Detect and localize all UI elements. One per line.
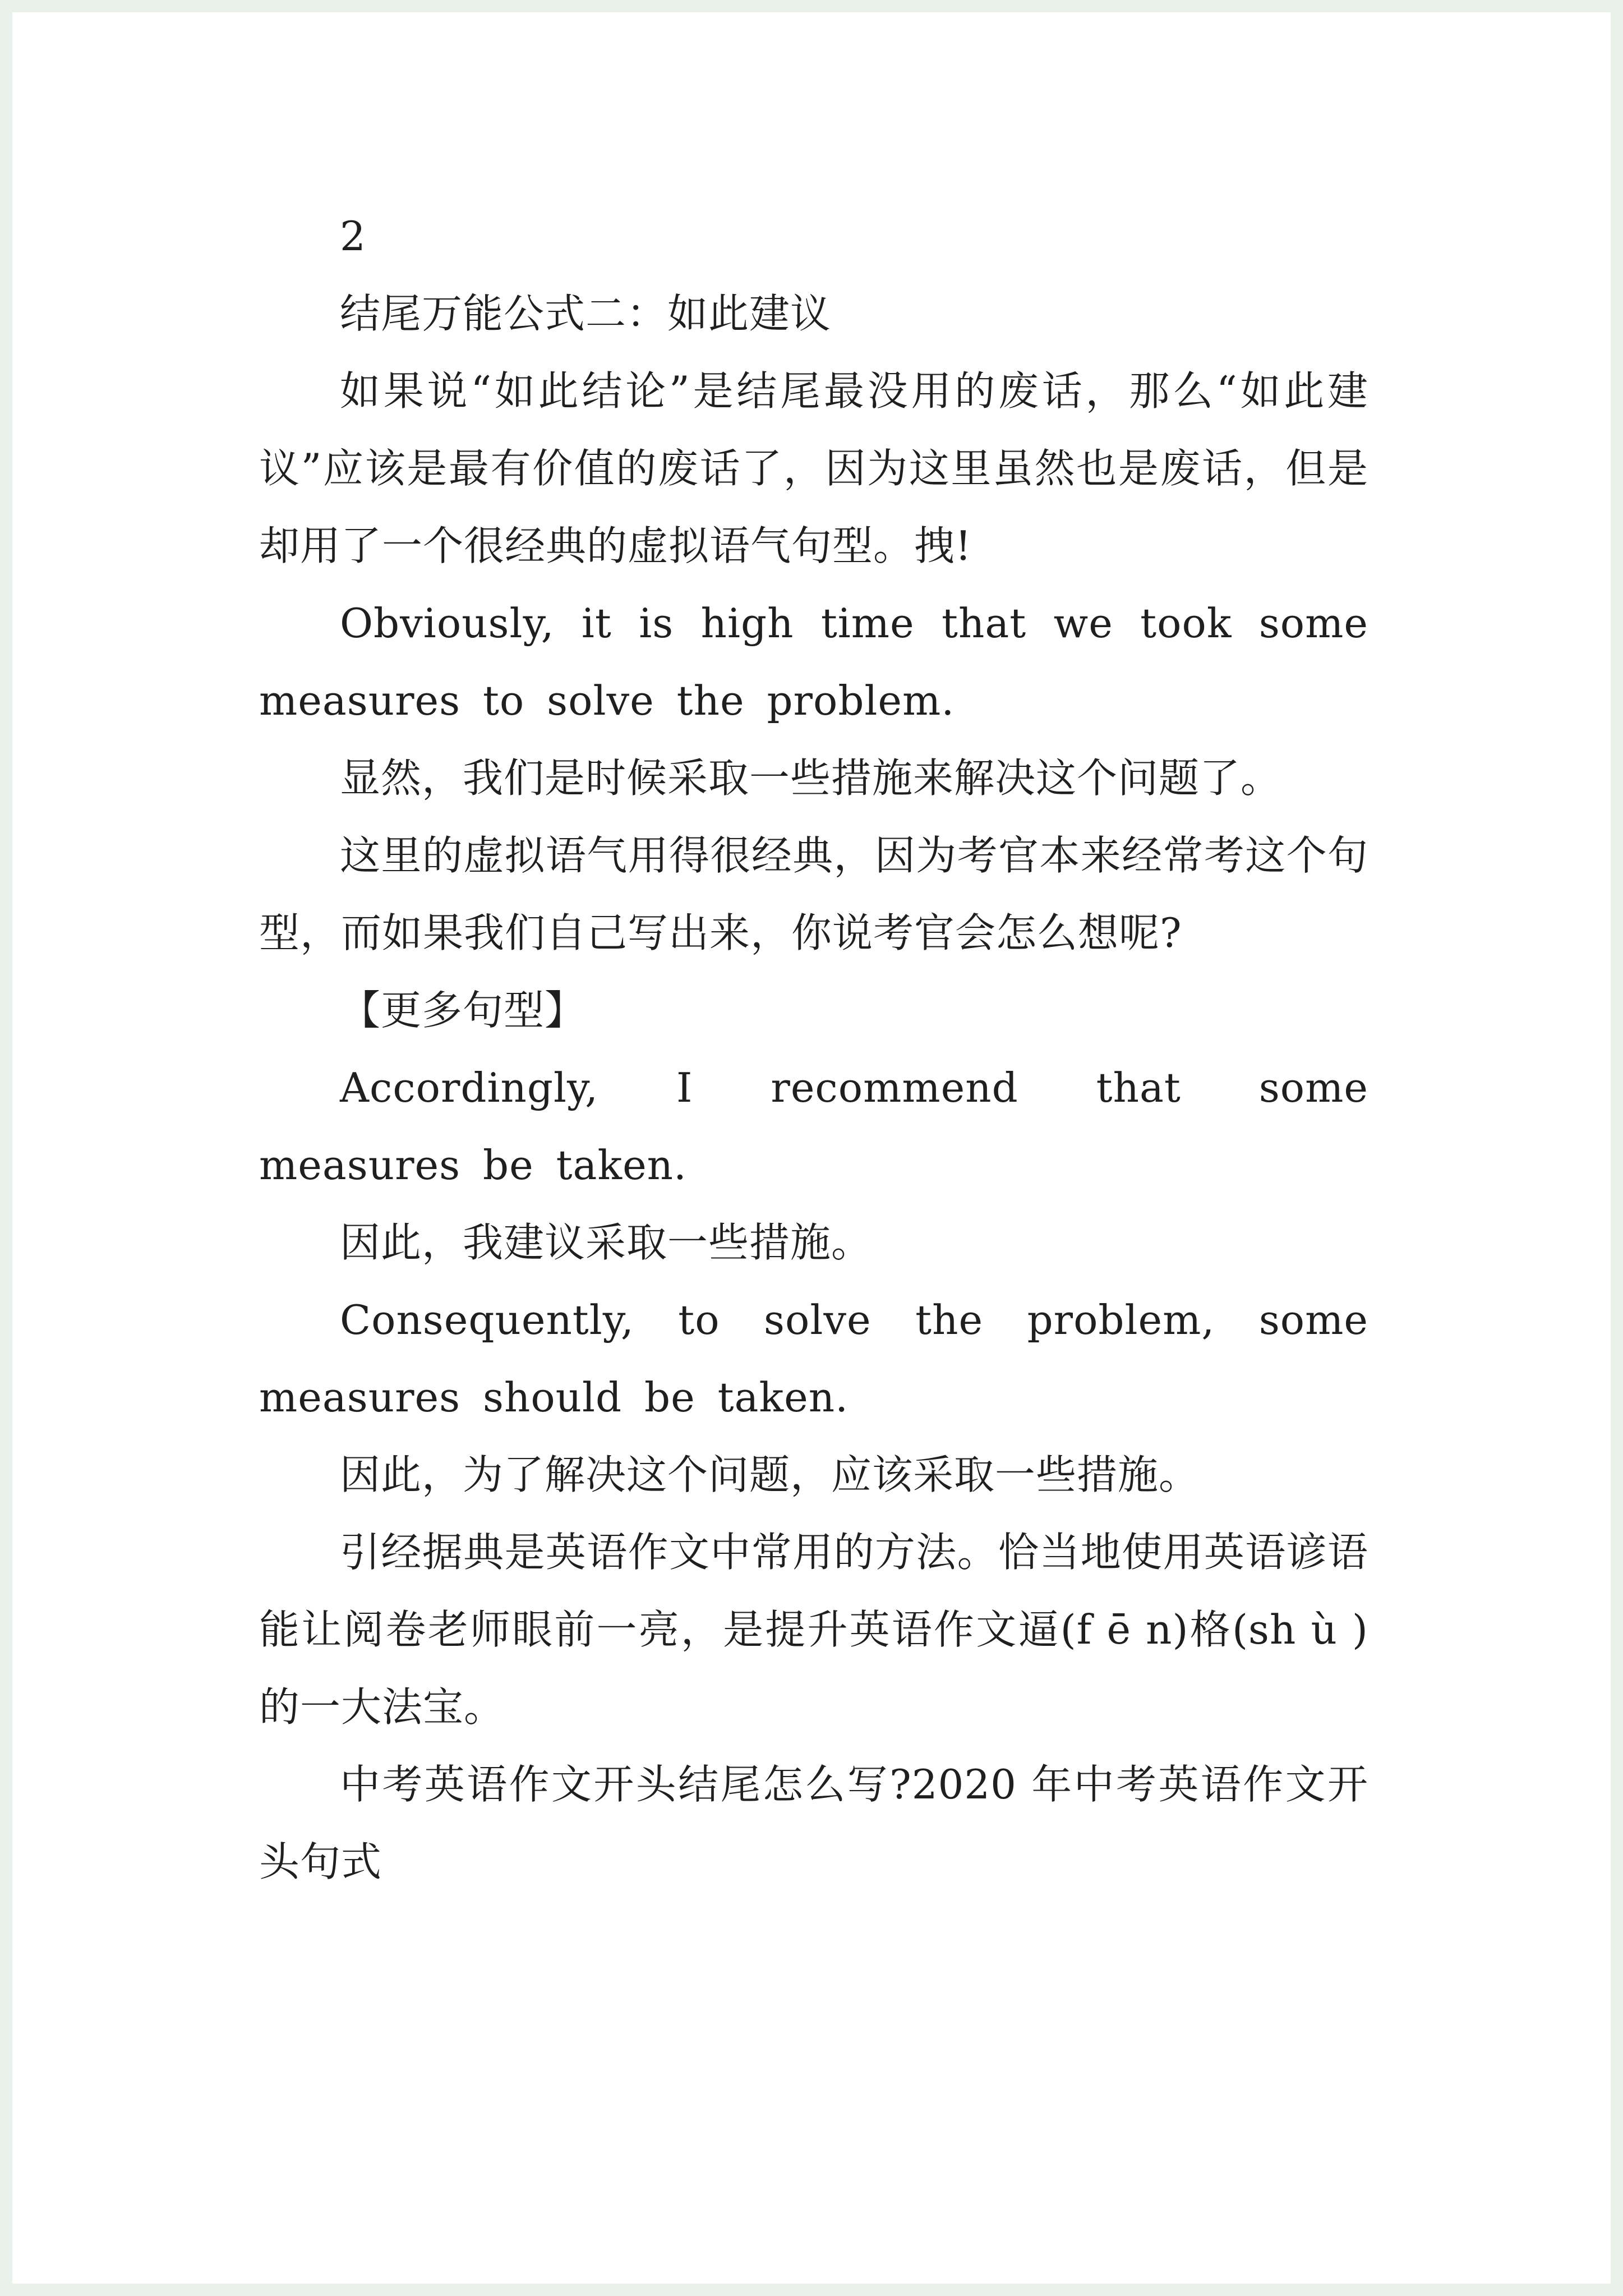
paragraph: 引经据典是英语作文中常用的方法。恰当地使用英语谚语能让阅卷老师眼前一亮，是提升英语作文逼(f ē n)格(sh ù )的一大法宝。 bbox=[259, 1529, 1368, 1731]
paragraph: Consequently, to solve the problem, some measures should be taken. bbox=[259, 1296, 1368, 1421]
document-page bbox=[12, 12, 1611, 2284]
paragraph: 因此，我建议采取一些措施。 bbox=[340, 1219, 873, 1266]
paragraph-list bbox=[259, 197, 1368, 1901]
paragraph: 结尾万能公式二：如此建议 bbox=[340, 290, 832, 337]
paragraph: 因此，为了解决这个问题，应该采取一些措施。 bbox=[340, 1451, 1200, 1498]
paragraph: Obviously, it is high time that we took some measures to solve the problem. bbox=[259, 600, 1368, 724]
paragraph: 如果说“如此结论”是结尾最没用的废话，那么“如此建议”应该是最有价值的废话了，因为这里虽然也是废话，但是却用了一个很经典的虚拟语气句型。拽! bbox=[259, 367, 1368, 569]
paragraph: 中考英语作文开头结尾怎么写?2020 年中考英语作文开头句式 bbox=[259, 1761, 1368, 1885]
paragraph: 这里的虚拟语气用得很经典，因为考官本来经常考这个句型，而如果我们自己写出来，你说考官会怎么想呢? bbox=[259, 832, 1368, 956]
paragraph: Accordingly, I recommend that some measures be taken. bbox=[259, 1064, 1368, 1189]
paragraph: 显然，我们是时候采取一些措施来解决这个问题了。 bbox=[340, 754, 1282, 802]
paragraph: 【更多句型】 bbox=[340, 987, 586, 1034]
paragraph: 2 bbox=[340, 213, 366, 260]
